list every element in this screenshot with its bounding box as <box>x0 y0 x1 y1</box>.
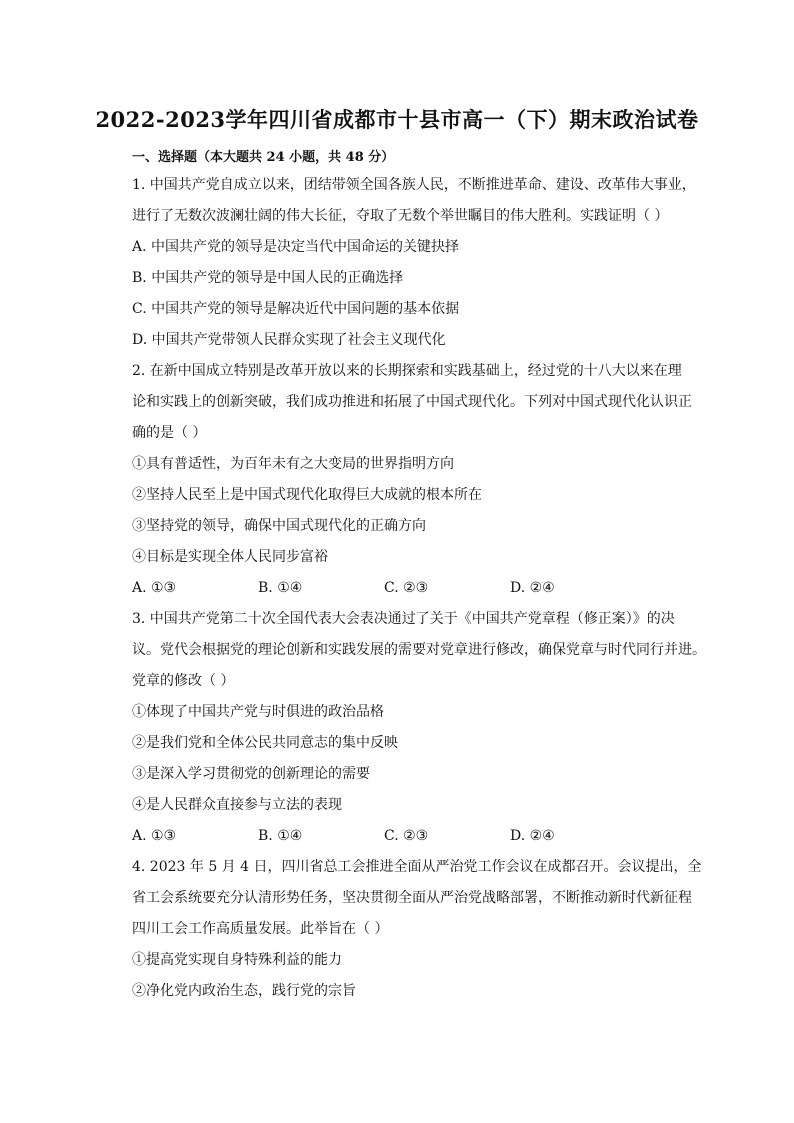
answer-item: ①具有普适性，为百年未有之大变局的世界指明方向 <box>132 456 454 472</box>
answer-item: C. 中国共产党的领导是解决近代中国问题的基本依据 <box>132 301 460 317</box>
question-stem-line: 3. 中国共产党第二十次全国代表大会表决通过了关于《中国共产党章程（修正案）》的决 <box>132 611 675 627</box>
answer-option: D. ②④ <box>510 828 555 844</box>
question-stem-line: 进行了无数次波澜壮阔的伟大长征，夺取了无数个举世瞩目的伟大胜利。实践证明（ ） <box>132 208 669 224</box>
answer-option: C. ②③ <box>384 580 429 596</box>
question-4 <box>132 857 712 1012</box>
answer-item: A. 中国共产党的领导是决定当代中国命运的关键抉择 <box>132 239 460 255</box>
answer-item: ②净化党内政治生态，践行党的宗旨 <box>132 983 356 999</box>
question-stem-line: 4. 2023 年 5 月 4 日，四川省总工会推进全面从严治党工作会议在成都召开。会议提出，全 <box>132 859 702 875</box>
question-stem-line: 党章的修改（ ） <box>132 673 235 689</box>
page-title: 2022-2023学年四川省成都市十县市高一（下）期末政治试卷 <box>95 107 699 132</box>
question-stem-line: 议。党代会根据党的理论创新和实践发展的需要对党章进行修改，确保党章与时代同行并进。 <box>132 642 706 658</box>
answer-option: D. ②④ <box>510 580 555 596</box>
question-stem-line: 1. 中国共产党自成立以来，团结带领全国各族人民，不断推进革命、建设、改革伟大事业， <box>132 177 696 193</box>
option-row <box>132 578 712 609</box>
answer-option: C. ②③ <box>384 828 429 844</box>
answer-option: A. ①③ <box>132 828 177 844</box>
question-stem-line: 四川工会工作高质量发展。此举旨在（ ） <box>132 921 389 937</box>
answer-item: B. 中国共产党的领导是中国人民的正确选择 <box>132 270 404 286</box>
answer-item: ①体现了中国共产党与时俱进的政治品格 <box>132 704 384 720</box>
question-list <box>132 175 712 1012</box>
question-2 <box>132 361 712 609</box>
answer-option: B. ①④ <box>258 828 303 844</box>
section-heading: 一、选择题（本大题共 24 小题，共 48 分） <box>132 150 395 165</box>
question-stem-line: 确的是（ ） <box>132 425 207 441</box>
answer-item: ④目标是实现全体人民同步富裕 <box>132 549 328 565</box>
answer-item: ①提高党实现自身特殊利益的能力 <box>132 952 342 968</box>
answer-option: A. ①③ <box>132 580 177 596</box>
question-stem-line: 2. 在新中国成立特别是改革开放以来的长期探索和实践基础上，经过党的十八大以来在理 <box>132 363 682 379</box>
answer-item: ②是我们党和全体公民共同意志的集中反映 <box>132 735 398 751</box>
answer-item: ③坚持党的领导，确保中国式现代化的正确方向 <box>132 518 426 534</box>
answer-option: B. ①④ <box>258 580 303 596</box>
answer-item: ③是深入学习贯彻党的创新理论的需要 <box>132 766 370 782</box>
question-stem-line: 论和实践上的创新突破，我们成功推进和拓展了中国式现代化。下列对中国式现代化认识正 <box>132 394 692 410</box>
answer-item: D. 中国共产党带领人民群众实现了社会主义现代化 <box>132 332 446 348</box>
answer-item: ④是人民群众直接参与立法的表现 <box>132 797 342 813</box>
question-stem-line: 省工会系统要充分认清形势任务，坚决贯彻全面从严治党战略部署，不断推动新时代新征程 <box>132 890 692 906</box>
question-1 <box>132 175 712 361</box>
option-row <box>132 826 712 857</box>
answer-item: ②坚持人民至上是中国式现代化取得巨大成就的根本所在 <box>132 487 482 503</box>
question-3 <box>132 609 712 857</box>
